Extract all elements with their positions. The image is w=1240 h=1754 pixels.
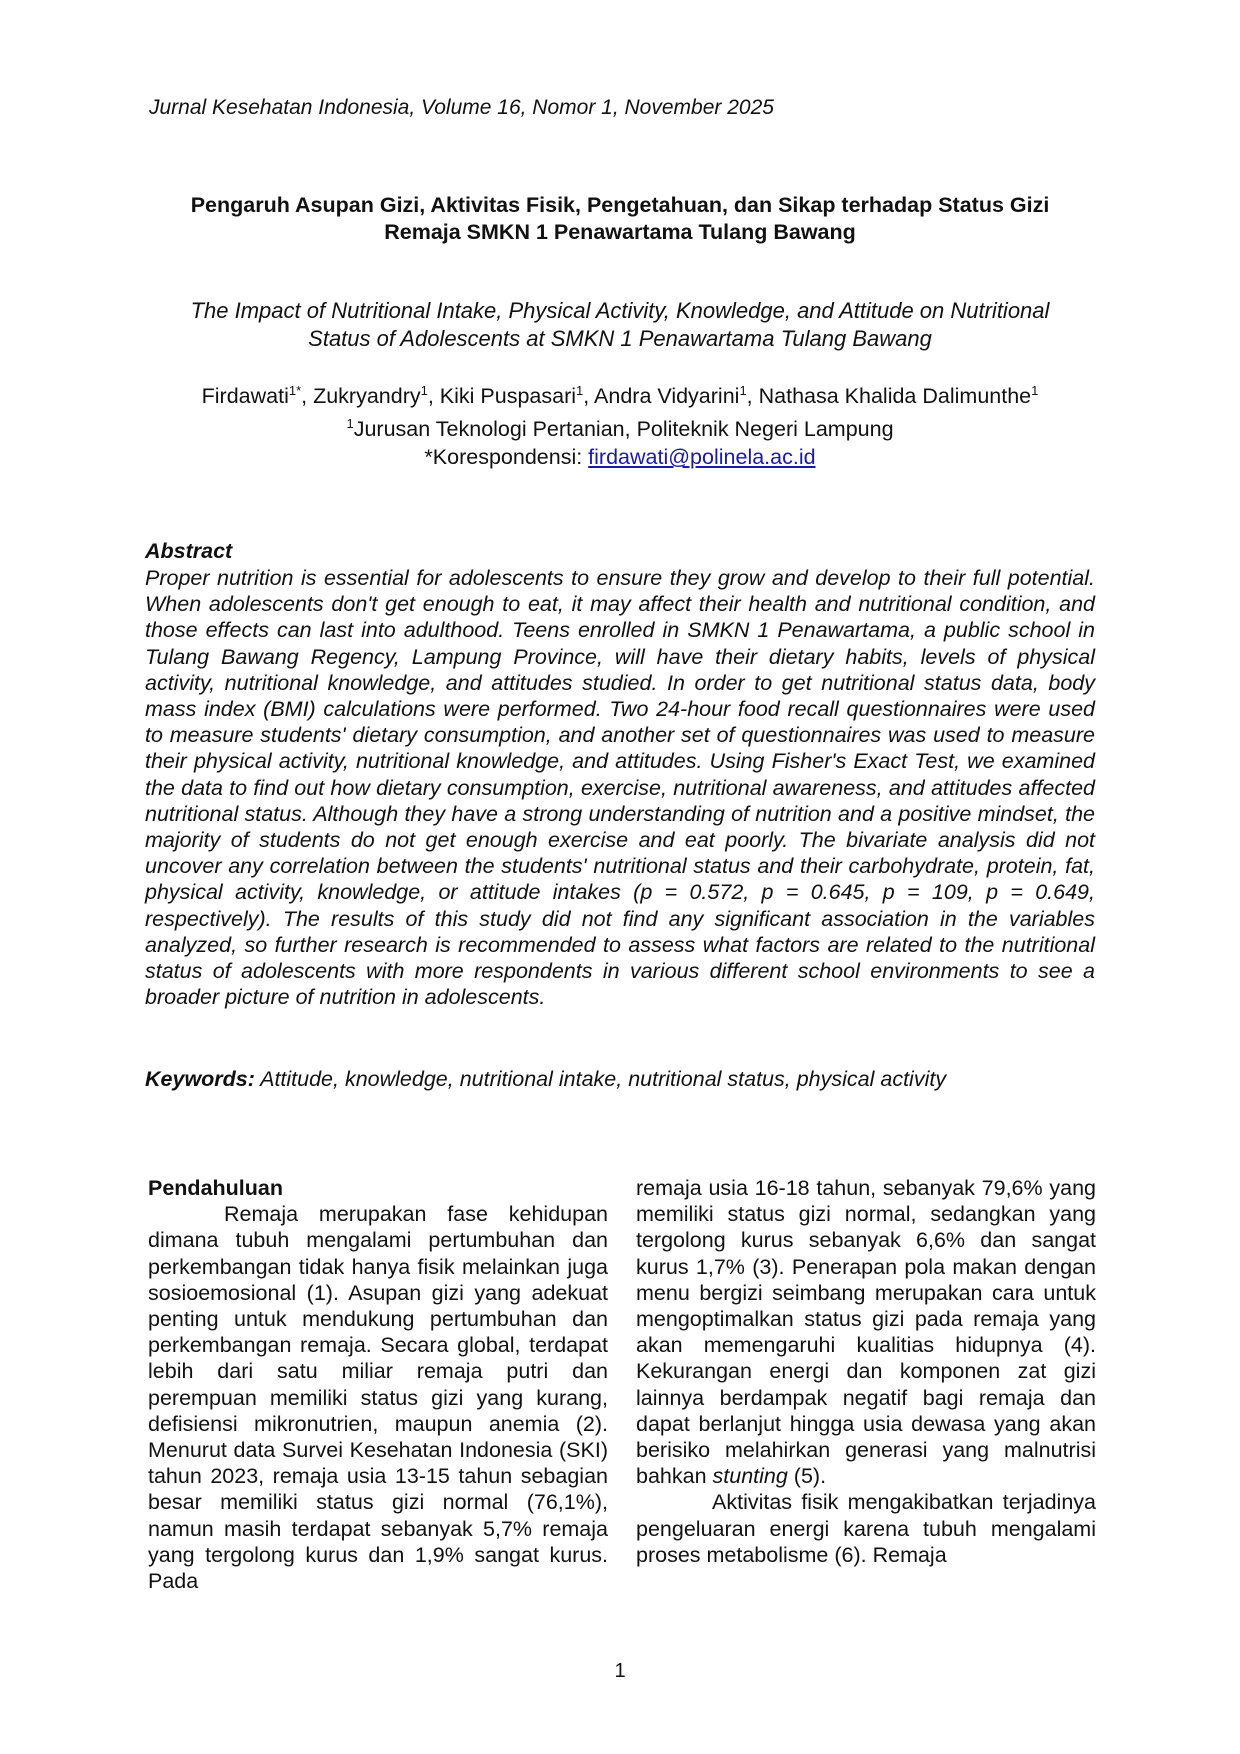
- author-block: [130, 377, 1110, 471]
- author-list: [130, 377, 1110, 410]
- affiliation-text: Jurusan Teknologi Pertanian, Politeknik Negeri Lampung: [353, 417, 894, 442]
- author-superscript: 1: [420, 383, 428, 398]
- correspondence: [130, 443, 1110, 471]
- body-paragraph: [636, 1175, 1096, 1489]
- correspondence-email-link[interactable]: firdawati@polinela.ac.id: [588, 445, 816, 470]
- affiliation: [130, 410, 1110, 443]
- affiliation-superscript: 1: [346, 416, 354, 432]
- abstract-text: Proper nutrition is essential for adolescents to ensure they grow and develop to their full potential. When adolescents don't get enough to eat, it may affect their health and nutritional condition, and those effects can last into adulthood. Teens enrolled in SMKN 1 Penawartama, a public school in Tulang Bawang Regency, Lampung Province, will have their dietary habits, levels of physical activity, nutritional knowledge, and attitudes studied. In order to get nutritional status data, body mass index (BMI) calculations were performed. Two 24-hour food recall questionnaires were used to measure students' dietary consumption, and another set of questionnaires was used to measure their physical activity, nutritional knowledge, and attitudes. Using Fisher's Exact Test, we examined the data to find out how dietary consumption, exercise, nutritional awareness, and attitudes affected nutritional status. Although they have a strong understanding of nutrition and a positive mindset, the majority of students do not get enough exercise and eat poorly. The bivariate analysis did not uncover any correlation between the students' nutritional status and their carbohydrate, protein, fat, physical activity, knowledge, or attitude intakes (p = 0.572, p = 0.645, p = 109, p = 0.649, respectively). The results of this study did not find any significant association in the variables analyzed, so further research is recommended to assess what factors are related to the nutritional status of adolescents with more respondents in various different school environments to see a broader picture of nutrition in adolescents.: [145, 566, 1095, 1010]
- paragraph-text-end: (5).: [787, 1464, 827, 1489]
- abstract-heading: Abstract: [145, 539, 233, 563]
- correspondence-label: *Korespondensi:: [424, 445, 589, 470]
- author-superscript: 1: [739, 383, 747, 398]
- paper-title-indonesian: [130, 192, 1110, 246]
- keywords-text: Attitude, knowledge, nutritional intake, nutritional status, physical activity: [254, 1067, 947, 1091]
- author-name: , Nathasa Khalida Dalimunthe: [746, 384, 1032, 409]
- paragraph-text: remaja usia 16-18 tahun, sebanyak 79,6% yang memiliki status gizi normal, sedangkan yang tergolong kurus sebanyak 6,6% dan sangat kurus 1,7% (3). Penerapan pola makan dengan menu bergizi seimbang merupakan cara untuk mengoptimalkan status gizi pada remaja yang akan memengaruhi kualitias hidupnya (4). Kekurangan energi dan komponen zat gizi lainnya berdampak negatif bagi remaja dan dapat berlanjut hingga usia dewasa yang akan berisiko melahirkan generasi yang malnutrisi bahkan: [636, 1176, 1096, 1489]
- author-name: , Zukryandry: [301, 384, 421, 409]
- title-en-line-1: The Impact of Nutritional Intake, Physical Activity, Knowledge, and Attitude on Nutritional: [190, 298, 1050, 323]
- body-column-left: [148, 1175, 608, 1594]
- body-paragraph: Remaja merupakan fase kehidupan dimana tubuh mengalami pertumbuhan dan perkembangan tidak hanya fisik melainkan juga sosioemosional (1). Asupan gizi yang adekuat penting untuk mendukung pertumbuhan dan perkembangan remaja. Secara global, terdapat lebih dari satu miliar remaja putri dan perempuan memiliki status gizi yang kurang, defisiensi mikronutrien, maupun anemia (2). Menurut data Survei Kesehatan Indonesia (SKI) tahun 2023, remaja usia 13-15 tahun sebagian besar memiliki status gizi normal (76,1%), namun masih terdapat sebanyak 5,7% remaja yang tergolong kurus dan 1,9% sangat kurus. Pada: [148, 1202, 608, 1594]
- title-line-1: Pengaruh Asupan Gizi, Aktivitas Fisik, Pengetahuan, dan Sikap terhadap Status Gizi: [190, 193, 1050, 217]
- journal-running-header: Jurnal Kesehatan Indonesia, Volume 16, Nomor 1, November 2025: [149, 96, 774, 119]
- keywords-line: [145, 1065, 1095, 1093]
- section-heading-pendahuluan: Pendahuluan: [148, 1176, 283, 1200]
- italic-term: stunting: [712, 1464, 788, 1489]
- body-column-right: [636, 1175, 1096, 1568]
- page-number: 1: [614, 1660, 626, 1682]
- author-superscript: 1*: [288, 383, 302, 398]
- author-superscript: 1: [576, 383, 584, 398]
- author-name: Firdawati: [201, 384, 289, 409]
- title-en-line-2: Status of Adolescents at SMKN 1 Penawartama Tulang Bawang: [308, 326, 932, 351]
- body-paragraph: Aktivitas fisik mengakibatkan terjadinya pengeluaran energi karena tubuh mengalami proses metabolisme (6). Remaja: [636, 1490, 1096, 1567]
- abstract-section: [145, 537, 1095, 1010]
- author-superscript: 1: [1031, 383, 1039, 398]
- title-line-2: Remaja SMKN 1 Penawartama Tulang Bawang: [384, 220, 856, 244]
- author-name: , Kiki Puspasari: [427, 384, 577, 409]
- paper-title-english: [130, 297, 1110, 353]
- author-name: , Andra Vidyarini: [583, 384, 740, 409]
- keywords-label: Keywords:: [145, 1067, 255, 1091]
